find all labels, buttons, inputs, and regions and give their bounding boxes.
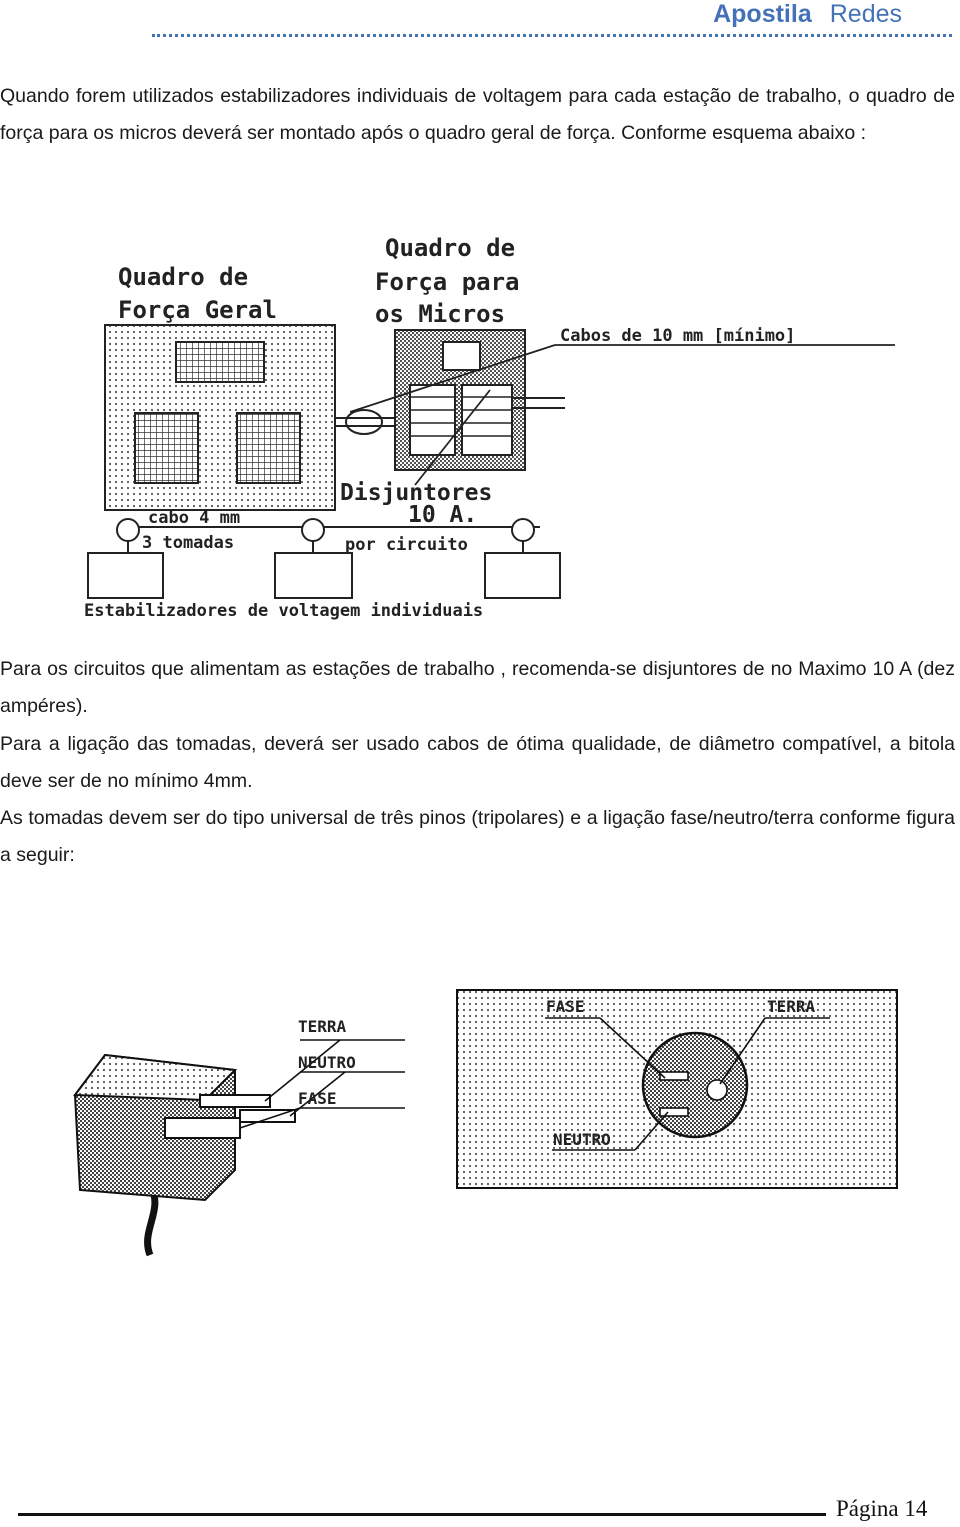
micros-panel-meter [443,342,480,370]
micros-panel-title-3: os Micros [375,300,506,328]
outlets-paragraph: As tomadas devem ser do tipo universal de três pinos (tripolares) e a ligação fase/neutro/terra conforme figura a seguir: [0,807,955,866]
stabilizers [88,553,560,598]
breakers-label-2: 10 A. [408,502,478,528]
cables-paragraph: Para a ligação das tomadas, deverá ser usado cabos de ótima qualidade, de diâmetro compatível, a bitola deve ser de no mínimo 4mm. [0,733,955,792]
socket-earth-label: TERRA [767,997,816,1016]
plug-earth-label: TERRA [298,1017,347,1036]
three-pin-plug [75,1040,405,1255]
header-brand: Apostila [713,0,812,28]
outlets-label: 3 tomadas [142,533,235,553]
general-panel-breaker-block [135,413,198,483]
intro-paragraph: Quando forem utilizados estabilizadores individuais de voltagem para cada estação de trabalho, o quadro de força para os micros deverá ser montado após o quadro geral de força. Conforme esquema abaixo : [0,85,955,144]
general-panel-title-1: Quadro de [118,263,249,291]
general-panel-meter [176,342,264,382]
micros-panel-title-1: Quadro de [385,234,516,262]
stabilizers-label: Estabilizadores de voltagem individuais [84,601,484,621]
socket-phase-label: FASE [546,997,585,1016]
plug-socket-diagram [0,960,960,1300]
wall-socket [457,990,897,1188]
socket-neutral-label: NEUTRO [553,1130,611,1149]
header-subject: Redes [829,0,902,28]
general-panel-breaker-block [237,413,300,483]
cable-10mm-label: Cabos de 10 mm [mínimo] [560,326,796,346]
footer-divider [18,1513,826,1516]
page-number: Página 14 [836,1496,928,1521]
general-panel-title-2: Força Geral [118,296,277,324]
breakers-label-1: Disjuntores [340,480,493,506]
micros-panel-title-2: Força para [375,268,520,296]
cable-4mm-label: cabo 4 mm [148,508,241,528]
plug-neutral-label: NEUTRO [298,1053,356,1072]
circuits-paragraph: Para os circuitos que alimentam as estações de trabalho , recomenda-se disjuntores de no Maximo 10 A (dez ampéres). [0,658,955,717]
micros-breaker-bank [462,385,512,455]
micros-breaker-bank [410,385,455,455]
power-panel-diagram [0,0,960,640]
per-circuit-label: por circuito [345,535,468,555]
plug-phase-label: FASE [298,1089,337,1108]
